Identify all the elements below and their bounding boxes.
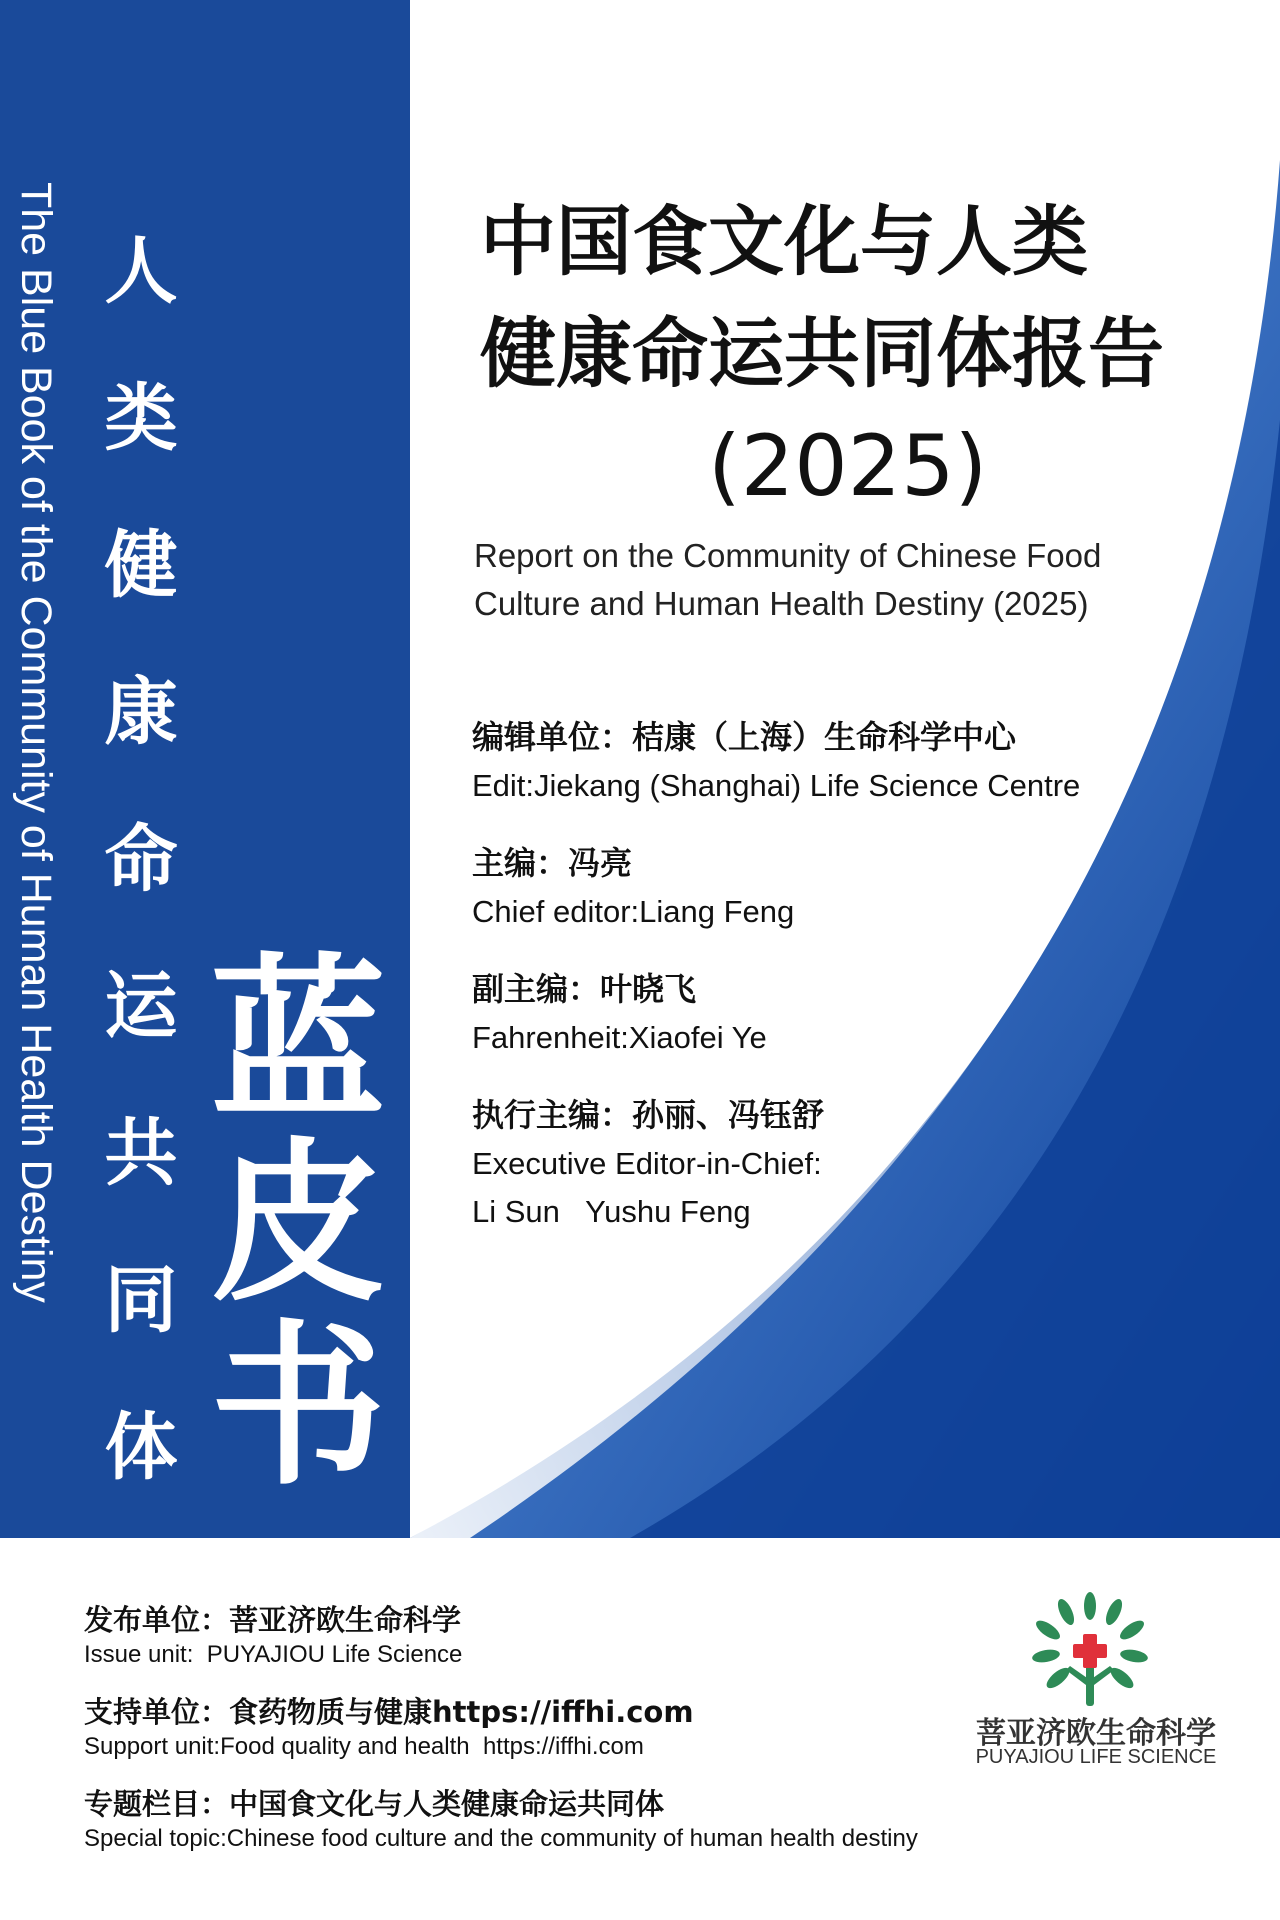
credit-cn: 主编：冯亮 (472, 844, 633, 882)
credit-cn: 执行主编：孙丽、冯钰舒 (472, 1096, 825, 1134)
title-line-2: 健康命运共同体报告 (480, 309, 1164, 398)
footer-support-unit (84, 1692, 1084, 1762)
credit-edit-unit (472, 712, 1192, 810)
title-year: (2025) (708, 417, 988, 515)
logo-english-name: PUYAJIOU LIFE SCIENCE (975, 1746, 1217, 1768)
credit-cn: 编辑单位：桔康（上海）生命科学中心 (472, 718, 1017, 756)
credit-en: Edit:Jiekang (Shanghai) Life Science Centre (472, 768, 1081, 803)
footer-cn: 支持单位：食药物质与健康https://iffhi.com (84, 1695, 694, 1729)
footer-en: Special topic:Chinese food culture and the community of human health destiny (84, 1825, 918, 1852)
green-leaves-red-cross-icon (950, 1590, 1230, 1710)
footer-cn: 发布单位：菩亚济欧生命科学 (84, 1603, 462, 1637)
logo-chinese-name: 菩亚济欧生命科学 (976, 1716, 1216, 1751)
credits-section (472, 712, 1192, 1264)
english-title (474, 532, 1194, 628)
footer-special-topic (84, 1784, 1084, 1854)
credit-executive-editor (472, 1090, 1192, 1236)
credit-en: Chief editor:Liang Feng (472, 894, 795, 929)
footer-en: Support unit:Food quality and health https://iffhi.com (84, 1733, 644, 1760)
credit-cn: 副主编：叶晓飞 (472, 970, 697, 1008)
footer-cn: 专题栏目：中国食文化与人类健康命运共同体 (84, 1787, 665, 1821)
english-title-line-1: Report on the Community of Chinese Food (474, 537, 1102, 574)
blue-book-label: 蓝皮书 (210, 940, 386, 1509)
credit-en: Executive Editor-in-Chief: (472, 1146, 822, 1181)
credit-deputy-editor (472, 964, 1192, 1062)
footer-info (84, 1600, 1084, 1876)
credit-chief-editor (472, 838, 1192, 936)
credit-en: Fahrenheit:Xiaofei Ye (472, 1020, 767, 1055)
credit-en-names: Li Sun Yushu Feng (472, 1194, 751, 1229)
vertical-chinese-title: 人类健康命运共同体 (104, 229, 178, 1490)
footer-en: Issue unit: PUYAJIOU Life Science (84, 1641, 463, 1668)
footer-issue-unit (84, 1600, 1084, 1670)
cover-left-band: The Blue Book of the Community of Human Health Destiny 人类健康命运共同体 蓝皮书 (0, 0, 410, 1538)
title-line-1: 中国食文化与人类 (480, 197, 1088, 286)
chinese-title (480, 186, 1240, 522)
english-title-line-2: Culture and Human Health Destiny (2025) (474, 585, 1089, 622)
